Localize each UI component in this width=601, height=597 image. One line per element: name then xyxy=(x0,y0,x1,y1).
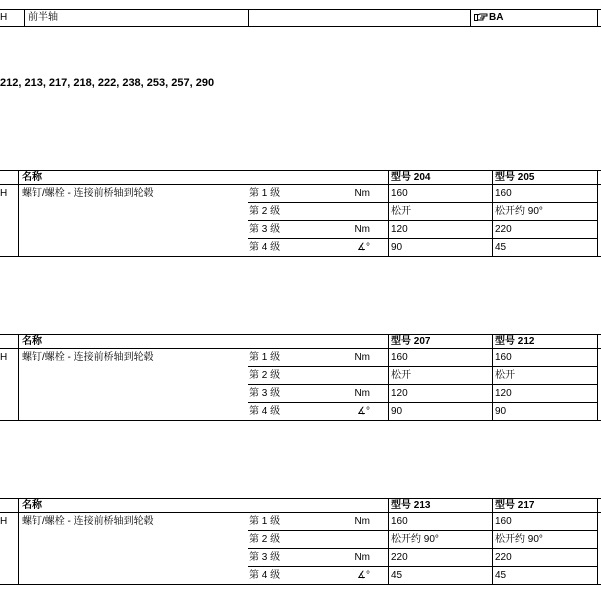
step-label: 第 4 级 xyxy=(249,242,281,253)
step-label: 第 4 级 xyxy=(249,570,281,581)
step-value-b: 45 xyxy=(495,242,507,253)
step-value-a: 45 xyxy=(391,570,403,581)
step-unit: Nm xyxy=(354,224,370,235)
step-label: 第 4 级 xyxy=(249,406,281,417)
model-list: 212, 213, 217, 218, 222, 238, 253, 257, 290 xyxy=(0,77,215,89)
step-label: 第 2 级 xyxy=(249,370,281,381)
step-label: 第 2 级 xyxy=(249,206,281,217)
step-label: 第 1 级 xyxy=(249,516,281,527)
model-a-header: 型号 204 xyxy=(391,172,431,183)
step-value-a: 120 xyxy=(391,224,408,235)
step-unit: Nm xyxy=(354,352,370,363)
step-value-b: 160 xyxy=(495,352,512,363)
step-value-b: 220 xyxy=(495,552,512,563)
model-a-header: 型号 207 xyxy=(391,336,431,347)
model-b-header: 型号 205 xyxy=(495,172,535,183)
row-code: H xyxy=(0,352,8,363)
model-b-header: 型号 217 xyxy=(495,500,535,511)
hand-pointer-icon[interactable] xyxy=(474,12,488,24)
row-code: H xyxy=(0,188,8,199)
step-label: 第 3 级 xyxy=(249,224,281,235)
step-value-b: 松开 xyxy=(495,370,515,381)
step-value-a: 90 xyxy=(391,242,403,253)
part-description: 螺钉/螺栓 - 连接前桥轴到轮毂 xyxy=(22,516,154,527)
step-unit: Nm xyxy=(354,552,370,563)
step-value-b: 90 xyxy=(495,406,507,417)
name-header: 名称 xyxy=(22,336,42,347)
header-ref-label[interactable]: BA xyxy=(489,12,504,23)
step-unit: Nm xyxy=(354,388,370,399)
part-description: 螺钉/螺栓 - 连接前桥轴到轮毂 xyxy=(22,352,154,363)
step-value-a: 松开 xyxy=(391,206,411,217)
step-value-a: 220 xyxy=(391,552,408,563)
step-value-a: 160 xyxy=(391,516,408,527)
step-value-a: 120 xyxy=(391,388,408,399)
step-label: 第 3 级 xyxy=(249,552,281,563)
row-code: H xyxy=(0,516,8,527)
step-value-b: 160 xyxy=(495,188,512,199)
step-value-a: 松开 xyxy=(391,370,411,381)
part-description: 螺钉/螺栓 - 连接前桥轴到轮毂 xyxy=(22,188,154,199)
step-value-b: 松开约 90° xyxy=(495,206,543,217)
step-value-a: 松开约 90° xyxy=(391,534,439,545)
step-unit: ∡° xyxy=(357,242,370,253)
name-header: 名称 xyxy=(22,172,42,183)
name-header: 名称 xyxy=(22,500,42,511)
step-value-b: 45 xyxy=(495,570,507,581)
step-value-b: 松开约 90° xyxy=(495,534,543,545)
step-value-a: 160 xyxy=(391,188,408,199)
step-unit: Nm xyxy=(354,516,370,527)
step-label: 第 1 级 xyxy=(249,188,281,199)
model-a-header: 型号 213 xyxy=(391,500,431,511)
step-unit: ∡° xyxy=(357,406,370,417)
step-value-a: 160 xyxy=(391,352,408,363)
model-b-header: 型号 212 xyxy=(495,336,535,347)
step-value-b: 220 xyxy=(495,224,512,235)
step-unit: ∡° xyxy=(357,570,370,581)
step-label: 第 1 级 xyxy=(249,352,281,363)
step-value-a: 90 xyxy=(391,406,403,417)
step-label: 第 2 级 xyxy=(249,534,281,545)
step-unit: Nm xyxy=(354,188,370,199)
step-label: 第 3 级 xyxy=(249,388,281,399)
step-value-b: 160 xyxy=(495,516,512,527)
header-left-code: H xyxy=(0,12,8,23)
step-value-b: 120 xyxy=(495,388,512,399)
header-title: 前半轴 xyxy=(28,12,58,23)
